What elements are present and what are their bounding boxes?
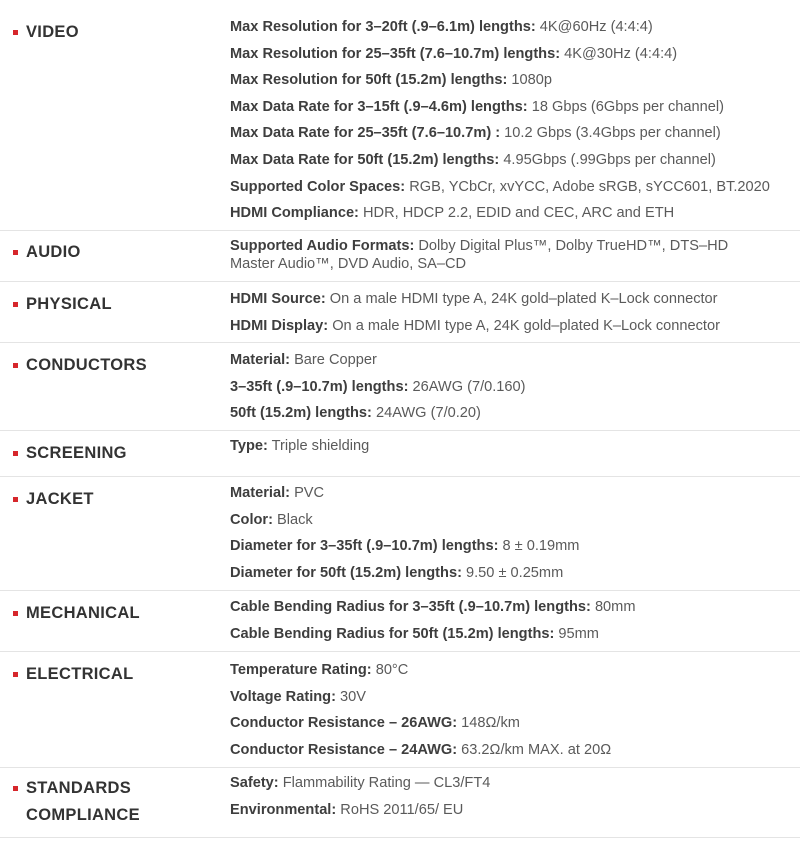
- spec-line: [230, 710, 800, 737]
- spec-value: RoHS 2011/65/ EU: [340, 801, 464, 818]
- spec-row-electrical: [0, 652, 800, 768]
- spec-key: Safety:: [230, 775, 279, 791]
- spec-line: [230, 94, 800, 121]
- category-cell: [0, 0, 230, 230]
- spec-line: [230, 120, 800, 147]
- spec-key: Max Resolution for 25–35ft (7.6–10.7m) lengths:: [230, 45, 561, 62]
- spec-line: [230, 480, 800, 507]
- spec-key: Conductor Resistance – 24AWG:: [230, 741, 458, 758]
- spec-value: 80°C: [375, 662, 409, 678]
- spec-key: Environmental:: [230, 801, 337, 818]
- spec-key: Voltage Rating:: [230, 688, 336, 705]
- category-label: CONDUCTORS: [26, 356, 147, 374]
- spec-value: 95mm: [558, 625, 599, 642]
- spec-line: [230, 797, 800, 824]
- spec-line: [230, 231, 755, 277]
- spec-value: 26AWG (7/0.160): [412, 378, 526, 395]
- spec-value: On a male HDMI type A, 24K gold–plated K–Lock connector: [332, 317, 720, 334]
- bullet-icon: [13, 302, 18, 307]
- spec-line: [230, 594, 800, 621]
- spec-line: [230, 313, 800, 340]
- spec-key: Max Data Rate for 50ft (15.2m) lengths:: [230, 151, 500, 168]
- spec-value: PVC: [294, 485, 325, 501]
- spec-value: 4K@60Hz (4:4:4): [539, 19, 653, 35]
- details-cell: [230, 231, 800, 281]
- spec-row-screening: [0, 431, 800, 477]
- bullet-icon: [13, 451, 18, 456]
- spec-key: Material:: [230, 485, 291, 501]
- bullet-icon: [13, 786, 18, 791]
- spec-row-jacket: [0, 477, 800, 591]
- details-cell: [230, 652, 800, 767]
- spec-key: Diameter for 50ft (15.2m) lengths:: [230, 564, 462, 581]
- category-cell: [0, 231, 230, 281]
- spec-line: [230, 657, 800, 684]
- spec-value: Black: [277, 511, 313, 528]
- spec-line: [230, 533, 800, 560]
- spec-value: Dolby Digital Plus™, Dolby TrueHD™, DTS–HD Master Audio™, DVD Audio, SA–CD: [230, 238, 729, 272]
- spec-line: [230, 174, 800, 201]
- spec-line: [230, 737, 800, 764]
- spec-key: Cable Bending Radius for 50ft (15.2m) lengths:: [230, 625, 555, 642]
- spec-value: 4.95Gbps (.99Gbps per channel): [503, 151, 716, 168]
- spec-line: [230, 200, 800, 227]
- spec-key: Max Resolution for 50ft (15.2m) lengths:: [230, 72, 508, 89]
- bullet-icon: [13, 250, 18, 255]
- bullet-icon: [13, 497, 18, 502]
- details-cell: [230, 591, 800, 651]
- spec-key: HDMI Display:: [230, 317, 329, 334]
- spec-key: Supported Audio Formats:: [230, 238, 415, 254]
- spec-line: [230, 147, 800, 174]
- spec-key: 3–35ft (.9–10.7m) lengths:: [230, 378, 409, 395]
- spec-key: Max Data Rate for 3–15ft (.9–4.6m) lengths:: [230, 98, 528, 115]
- spec-key: Supported Color Spaces:: [230, 178, 406, 195]
- category-label: MECHANICAL: [26, 604, 140, 622]
- spec-line: [230, 507, 800, 534]
- spec-line: [230, 347, 800, 374]
- spec-value: Flammability Rating — CL3/FT4: [282, 775, 491, 791]
- bullet-icon: [13, 30, 18, 35]
- spec-line: [230, 41, 800, 68]
- spec-value: Bare Copper: [294, 352, 377, 368]
- spec-line: [230, 433, 800, 460]
- spec-row-audio: [0, 231, 800, 282]
- category-label: JACKET: [26, 490, 94, 508]
- spec-value: 1080p: [511, 72, 552, 89]
- spec-key: Color:: [230, 511, 273, 528]
- category-label: STANDARDS COMPLIANCE: [26, 779, 140, 824]
- spec-line: [230, 67, 800, 94]
- spec-value: 30V: [340, 688, 366, 705]
- spec-line: [230, 770, 800, 797]
- category-label: VIDEO: [26, 23, 79, 41]
- category-label: AUDIO: [26, 243, 81, 261]
- details-cell: [230, 343, 800, 430]
- spec-row-video: [0, 0, 800, 231]
- spec-value: 63.2Ω/km MAX. at 20Ω: [461, 741, 612, 758]
- bullet-icon: [13, 611, 18, 616]
- spec-value: 8 ± 0.19mm: [502, 538, 580, 555]
- details-cell: [230, 431, 800, 476]
- spec-key: HDMI Source:: [230, 291, 326, 307]
- category-cell: [0, 343, 230, 430]
- spec-value: Triple shielding: [271, 438, 370, 454]
- details-cell: [230, 0, 800, 230]
- spec-key: Max Data Rate for 25–35ft (7.6–10.7m) :: [230, 125, 501, 142]
- spec-value: 9.50 ± 0.25mm: [466, 564, 564, 581]
- spec-value: RGB, YCbCr, xvYCC, Adobe sRGB, sYCC601, BT.2020: [409, 178, 770, 195]
- spec-value: On a male HDMI type A, 24K gold–plated K–Lock connector: [329, 291, 718, 307]
- category-cell: [0, 477, 230, 590]
- details-cell: [230, 477, 800, 590]
- category-cell: [0, 282, 230, 342]
- details-cell: [230, 282, 800, 342]
- spec-key: Material:: [230, 352, 291, 368]
- spec-key: 50ft (15.2m) lengths:: [230, 405, 372, 422]
- spec-row-mechanical: [0, 591, 800, 652]
- spec-line: [230, 621, 800, 648]
- category-label: SCREENING: [26, 444, 127, 462]
- spec-key: Max Resolution for 3–20ft (.9–6.1m) lengths:: [230, 19, 536, 35]
- spec-line: [230, 374, 800, 401]
- spec-key: Conductor Resistance – 26AWG:: [230, 715, 458, 732]
- spec-key: Type:: [230, 438, 268, 454]
- spec-line: [230, 400, 800, 427]
- spec-value: 148Ω/km: [461, 715, 520, 732]
- category-cell: [0, 431, 230, 476]
- spec-key: Cable Bending Radius for 3–35ft (.9–10.7m) lengths:: [230, 599, 591, 615]
- spec-row-physical: [0, 282, 800, 343]
- category-label: PHYSICAL: [26, 295, 112, 313]
- spec-value: 24AWG (7/0.20): [375, 405, 481, 422]
- details-cell: [230, 768, 800, 837]
- spec-line: [230, 14, 800, 41]
- bullet-icon: [13, 363, 18, 368]
- spec-line: [230, 286, 800, 313]
- spec-key: HDMI Compliance:: [230, 205, 359, 222]
- category-cell: [0, 768, 230, 837]
- category-cell: [0, 652, 230, 767]
- bullet-icon: [13, 672, 18, 677]
- spec-value: 80mm: [594, 599, 636, 615]
- category-cell: [0, 591, 230, 651]
- spec-value: 10.2 Gbps (3.4Gbps per channel): [504, 125, 721, 142]
- spec-value: 18 Gbps (6Gbps per channel): [531, 98, 724, 115]
- spec-row-conductors: [0, 343, 800, 431]
- spec-key: Diameter for 3–35ft (.9–10.7m) lengths:: [230, 538, 499, 555]
- spec-line: [230, 684, 800, 711]
- spec-row-standards: [0, 768, 800, 838]
- category-label: ELECTRICAL: [26, 665, 134, 683]
- spec-line: [230, 560, 800, 587]
- spec-value: HDR, HDCP 2.2, EDID and CEC, ARC and ETH: [362, 205, 675, 222]
- spec-key: Temperature Rating:: [230, 662, 372, 678]
- spec-value: 4K@30Hz (4:4:4): [564, 45, 678, 62]
